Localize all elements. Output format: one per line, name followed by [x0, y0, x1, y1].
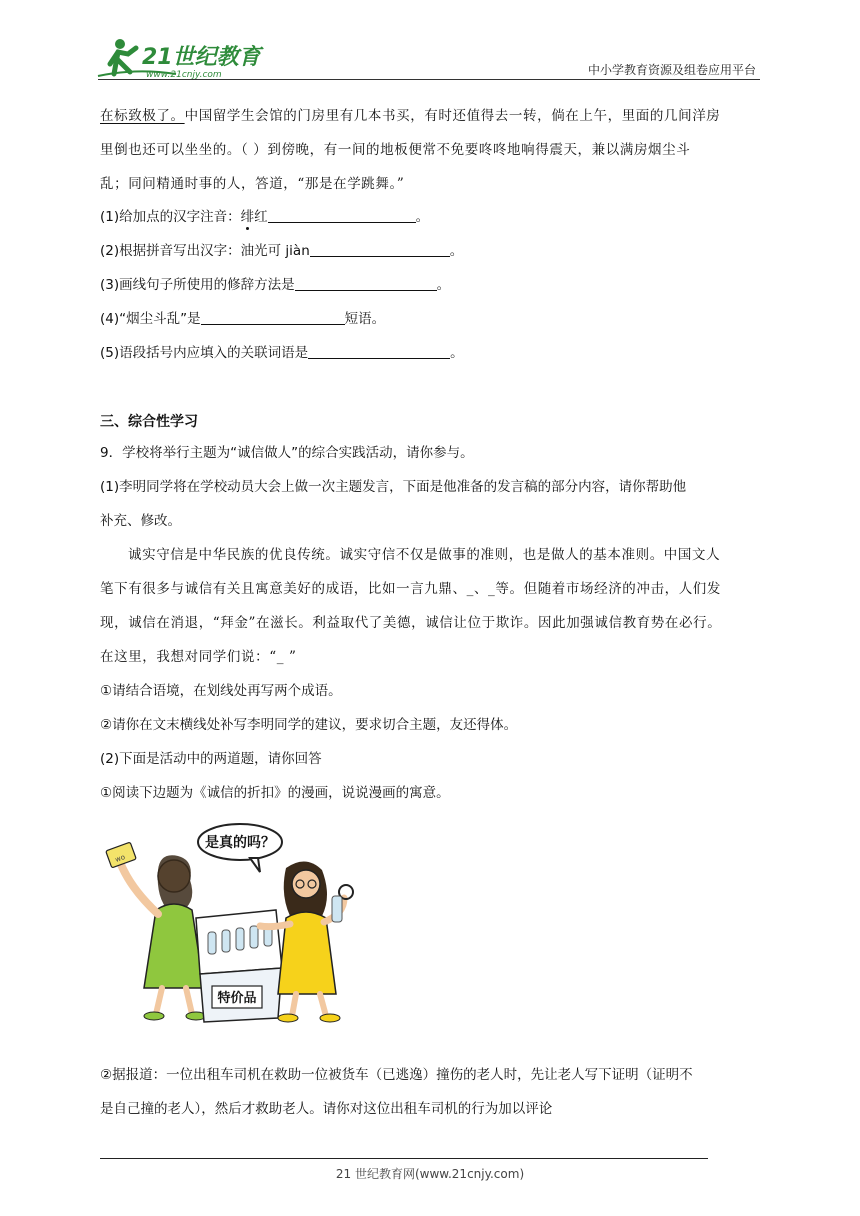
- footer-divider: [100, 1158, 708, 1159]
- q8-sub2: (2)根据拼音写出汉字：油光可 jiàn 。: [100, 243, 464, 259]
- q9-part2: (2)下面是活动中的两道题，请你回答: [100, 751, 322, 767]
- speech-line-4: 在这里，我想对同学们说：“_ ”: [100, 649, 297, 665]
- speech-line-2: 笔下有很多与诚信有关且寓意美好的成语，比如一言九鼎、_、_等。但随着市场经济的冲击，人们发: [100, 581, 721, 597]
- q9-part1-line2: 补充、修改。: [100, 513, 181, 529]
- header-divider: [98, 79, 760, 80]
- q9-part2-item2-line2: 是自己撞的老人），然后才救助老人。请你对这位出租车司机的行为加以评论: [100, 1101, 553, 1117]
- q9-part2-item2-line1: ②据报道：一位出租车司机在救助一位被货车（已逃逸）撞伤的老人时，先让老人写下证明（证明不: [100, 1067, 693, 1083]
- passage-line-1: 在标致极了。中国留学生会馆的门房里有几本书买，有时还值得去一转，倘在上午，里面的几间洋房: [100, 108, 721, 124]
- dotted-char: 绯: [240, 209, 255, 225]
- passage-line-3: 乱；同问精通时事的人，答道，“那是在学跳舞。”: [100, 176, 405, 192]
- q8-sub3: (3)画线句子所使用的修辞方法是 。: [100, 277, 451, 293]
- cartoon-illustration: [100, 818, 366, 1026]
- box-label: 特价品: [217, 991, 257, 1006]
- platform-name: 中小学教育资源及组卷应用平台: [587, 63, 756, 77]
- q8-sub5: (5)语段括号内应填入的关联词语是 。: [100, 345, 464, 361]
- coupon-text: wo: [114, 853, 127, 864]
- q9-part1-line1: (1)李明同学将在学校动员大会上做一次主题发言，下面是他准备的发言稿的部分内容，请你帮助他: [100, 479, 687, 495]
- q8-sub4: (4)“烟尘斗乱”是 短语。: [100, 311, 386, 327]
- logo-text: 21世纪教育: [142, 45, 261, 70]
- underlined-sentence: 在标致极了。: [100, 108, 185, 124]
- logo-url: www.21cnjy.com: [146, 70, 222, 80]
- bubble-text: 是真的吗？: [205, 835, 275, 851]
- q9-task-2: ②请你在文末横线处补写李明同学的建议，要求切合主题，友还得体。: [100, 717, 518, 733]
- section-title: 三、综合性学习: [100, 414, 198, 430]
- runner-logo-icon: [96, 34, 266, 82]
- site-logo: [96, 34, 266, 82]
- passage-line-2: 里倒也还可以坐坐的。（ ）到傍晚，有一间的地板便常不免要咚咚地响得震天，兼以满房烟尘斗: [100, 142, 691, 158]
- q9-task-1: ①请结合语境，在划线处再写两个成语。: [100, 683, 342, 699]
- speech-line-3: 现，诚信在消退，“拜金”在滋长。利益取代了美德，诚信让位于欺诈。因此加强诚信教育势在必行。: [100, 615, 722, 631]
- footer-text: 21 世纪教育网(www.21cnjy.com): [335, 1167, 525, 1181]
- speech-line-1: 诚实守信是中华民族的优良传统。诚实守信不仅是做事的准则，也是做人的基本准则。中国文人: [128, 547, 721, 563]
- q9-part2-item1: ①阅读下边题为《诚信的折扣》的漫画，说说漫画的寓意。: [100, 785, 450, 801]
- answer-blank[interactable]: [310, 242, 450, 257]
- q8-sub1: (1)给加点的汉字注音：绯红 。: [100, 209, 430, 225]
- answer-blank[interactable]: [308, 344, 450, 359]
- answer-blank[interactable]: [201, 310, 345, 325]
- answer-blank[interactable]: [268, 208, 416, 223]
- answer-blank[interactable]: [295, 276, 437, 291]
- q9-stem: 9．学校将举行主题为“诚信做人”的综合实践活动，请你参与。: [100, 445, 474, 461]
